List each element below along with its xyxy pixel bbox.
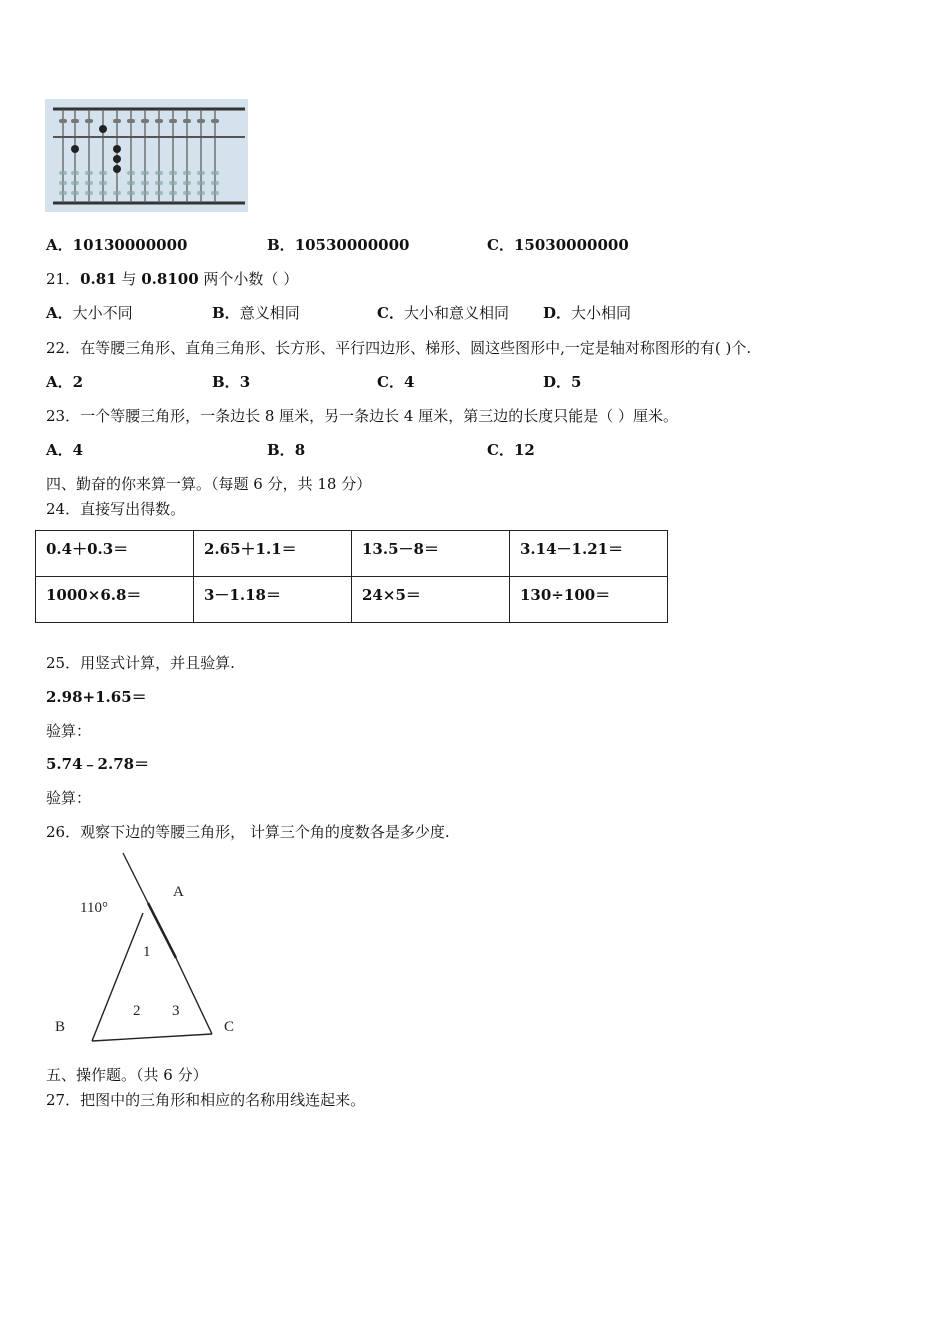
isosceles-triangle-figure [50,848,250,1043]
table-cell: 3－1.18＝ [194,577,352,623]
table-cell: 130÷100＝ [510,577,668,623]
q25-expression-2: 5.74﹣2.78＝ [46,755,150,773]
q20-option-a[interactable]: A．10130000000 [46,236,188,254]
q25-check-1: 验算： [46,722,92,740]
table-row [36,531,668,577]
table-cell: 13.5－8＝ [352,531,510,577]
q26-stem: 26．观察下边的等腰三角形， 计算三个角的度数各是多少度. [46,823,450,841]
q23-stem: 23．一个等腰三角形，一条边长 8 厘米，另一条边长 4 厘米，第三边的长度只能是（ ）厘米。 [46,407,679,425]
vertex-c-label: C [224,1019,235,1035]
q22-option-b[interactable]: B．3 [212,373,251,391]
q21-option-d[interactable]: D．大小相同 [543,304,632,322]
q23-option-b[interactable]: B．8 [267,441,306,459]
q24-stem: 24．直接写出得数。 [46,500,186,518]
q23-option-a[interactable]: A．4 [46,441,84,459]
q20-option-b[interactable]: B．10530000000 [267,236,410,254]
q20-option-c[interactable]: C．15030000000 [487,236,629,254]
q22-option-d[interactable]: D．5 [543,373,582,391]
angle-3-label: 3 [172,1003,180,1019]
angle-1-label: 1 [143,944,151,960]
q25-expression-1: 2.98+1.65＝ [46,688,147,706]
table-cell: 24×5＝ [352,577,510,623]
q27-stem: 27．把图中的三角形和相应的名称用线连起来。 [46,1091,366,1109]
q24-table [35,530,668,623]
abacus-image [45,99,248,212]
section-4-heading: 四、勤奋的你来算一算。（每题 6 分，共 18 分） [46,475,372,493]
q22-stem: 22．在等腰三角形、直角三角形、长方形、平行四边形、梯形、圆这些图形中,一定是轴对称图形的有( )个. [46,339,752,357]
vertex-a-label: A [173,884,184,900]
angle-110-label: 110° [80,900,108,916]
q22-option-c[interactable]: C．4 [377,373,415,391]
table-cell: 3.14－1.21＝ [510,531,668,577]
table-row [36,577,668,623]
table-cell: 1000×6.8＝ [36,577,194,623]
q21-stem: 21．0.81 与 0.8100 两个小数（ ） [46,270,299,288]
q22-option-a[interactable]: A．2 [46,373,84,391]
q25-stem: 25．用竖式计算，并且验算. [46,654,235,672]
q21-option-b[interactable]: B．意义相同 [212,304,300,322]
q23-option-c[interactable]: C．12 [487,441,535,459]
q21-option-a[interactable]: A．大小不同 [46,304,133,322]
q25-check-2: 验算： [46,789,92,807]
angle-2-label: 2 [133,1003,141,1019]
table-cell: 2.65＋1.1＝ [194,531,352,577]
section-5-heading: 五、操作题。（共 6 分） [46,1066,208,1084]
q21-option-c[interactable]: C．大小和意义相同 [377,304,509,322]
table-cell: 0.4＋0.3＝ [36,531,194,577]
vertex-b-label: B [55,1019,66,1035]
